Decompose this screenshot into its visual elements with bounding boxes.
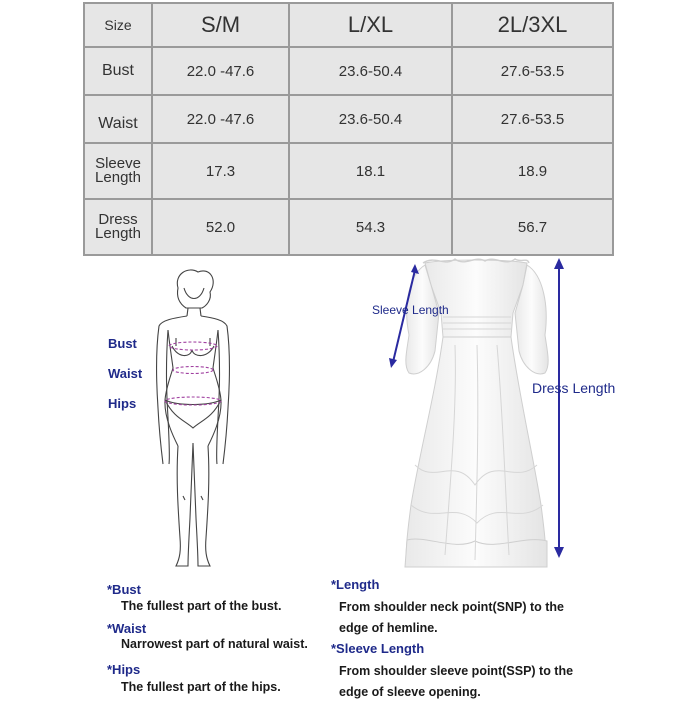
- table-row: [84, 199, 613, 255]
- sleeve-length-arrow: [375, 262, 425, 372]
- def-text-waist: Narrowest part of natural waist.: [121, 637, 308, 651]
- def-title-hips: *Hips: [107, 662, 141, 677]
- def-title-bust: *Bust: [107, 582, 141, 597]
- body-label-bust: Bust: [108, 336, 137, 351]
- table-row: [84, 47, 613, 95]
- header-lxl: L/XL: [289, 3, 452, 47]
- cell-bust-2l3xl: 27.6-53.5: [452, 47, 613, 95]
- table-row: [84, 95, 613, 143]
- def-text-length: From shoulder neck point(SNP) to the edge of hemline.: [339, 600, 565, 635]
- dress-length-label: Dress Length: [532, 380, 616, 396]
- cell-waist-sm: 22.0 -47.6: [152, 95, 289, 143]
- cell-dress-lxl: 54.3: [289, 199, 452, 255]
- cell-waist-lxl: 23.6-50.4: [289, 95, 452, 143]
- size-chart-table: [83, 2, 614, 256]
- header-sm: S/M: [152, 3, 289, 47]
- header-2l3xl: 2L/3XL: [452, 3, 613, 47]
- cell-dress-sm: 52.0: [152, 199, 289, 255]
- sleeve-length-label: Sleeve Length: [372, 303, 449, 317]
- row-label-dress-length: Dress Length: [84, 199, 152, 255]
- body-label-waist: Waist: [108, 366, 143, 381]
- cell-waist-2l3xl: 27.6-53.5: [452, 95, 613, 143]
- cell-sleeve-lxl: 18.1: [289, 143, 452, 199]
- body-outline-figure: [148, 268, 238, 568]
- def-title-length: *Length: [331, 577, 380, 592]
- def-text-sleeve-length: From shoulder sleeve point(SSP) to the edge of sleeve opening.: [339, 664, 574, 699]
- table-header-row: [84, 3, 613, 47]
- row-label-waist: Waist: [84, 95, 152, 143]
- def-text-bust: The fullest part of the bust.: [121, 599, 282, 613]
- dress-length-arrow: [551, 258, 567, 558]
- header-size: Size: [84, 3, 152, 47]
- cell-bust-sm: 22.0 -47.6: [152, 47, 289, 95]
- def-title-waist: *Waist: [107, 621, 147, 636]
- cell-dress-2l3xl: 56.7: [452, 199, 613, 255]
- cell-sleeve-sm: 17.3: [152, 143, 289, 199]
- table-row: [84, 143, 613, 199]
- cell-bust-lxl: 23.6-50.4: [289, 47, 452, 95]
- cell-sleeve-2l3xl: 18.9: [452, 143, 613, 199]
- row-label-bust: Bust: [84, 47, 152, 95]
- def-text-hips: The fullest part of the hips.: [121, 680, 281, 694]
- body-label-hips: Hips: [108, 396, 137, 411]
- row-label-sleeve-length: Sleeve Length: [84, 143, 152, 199]
- def-title-sleeve-length: *Sleeve Length: [331, 641, 425, 656]
